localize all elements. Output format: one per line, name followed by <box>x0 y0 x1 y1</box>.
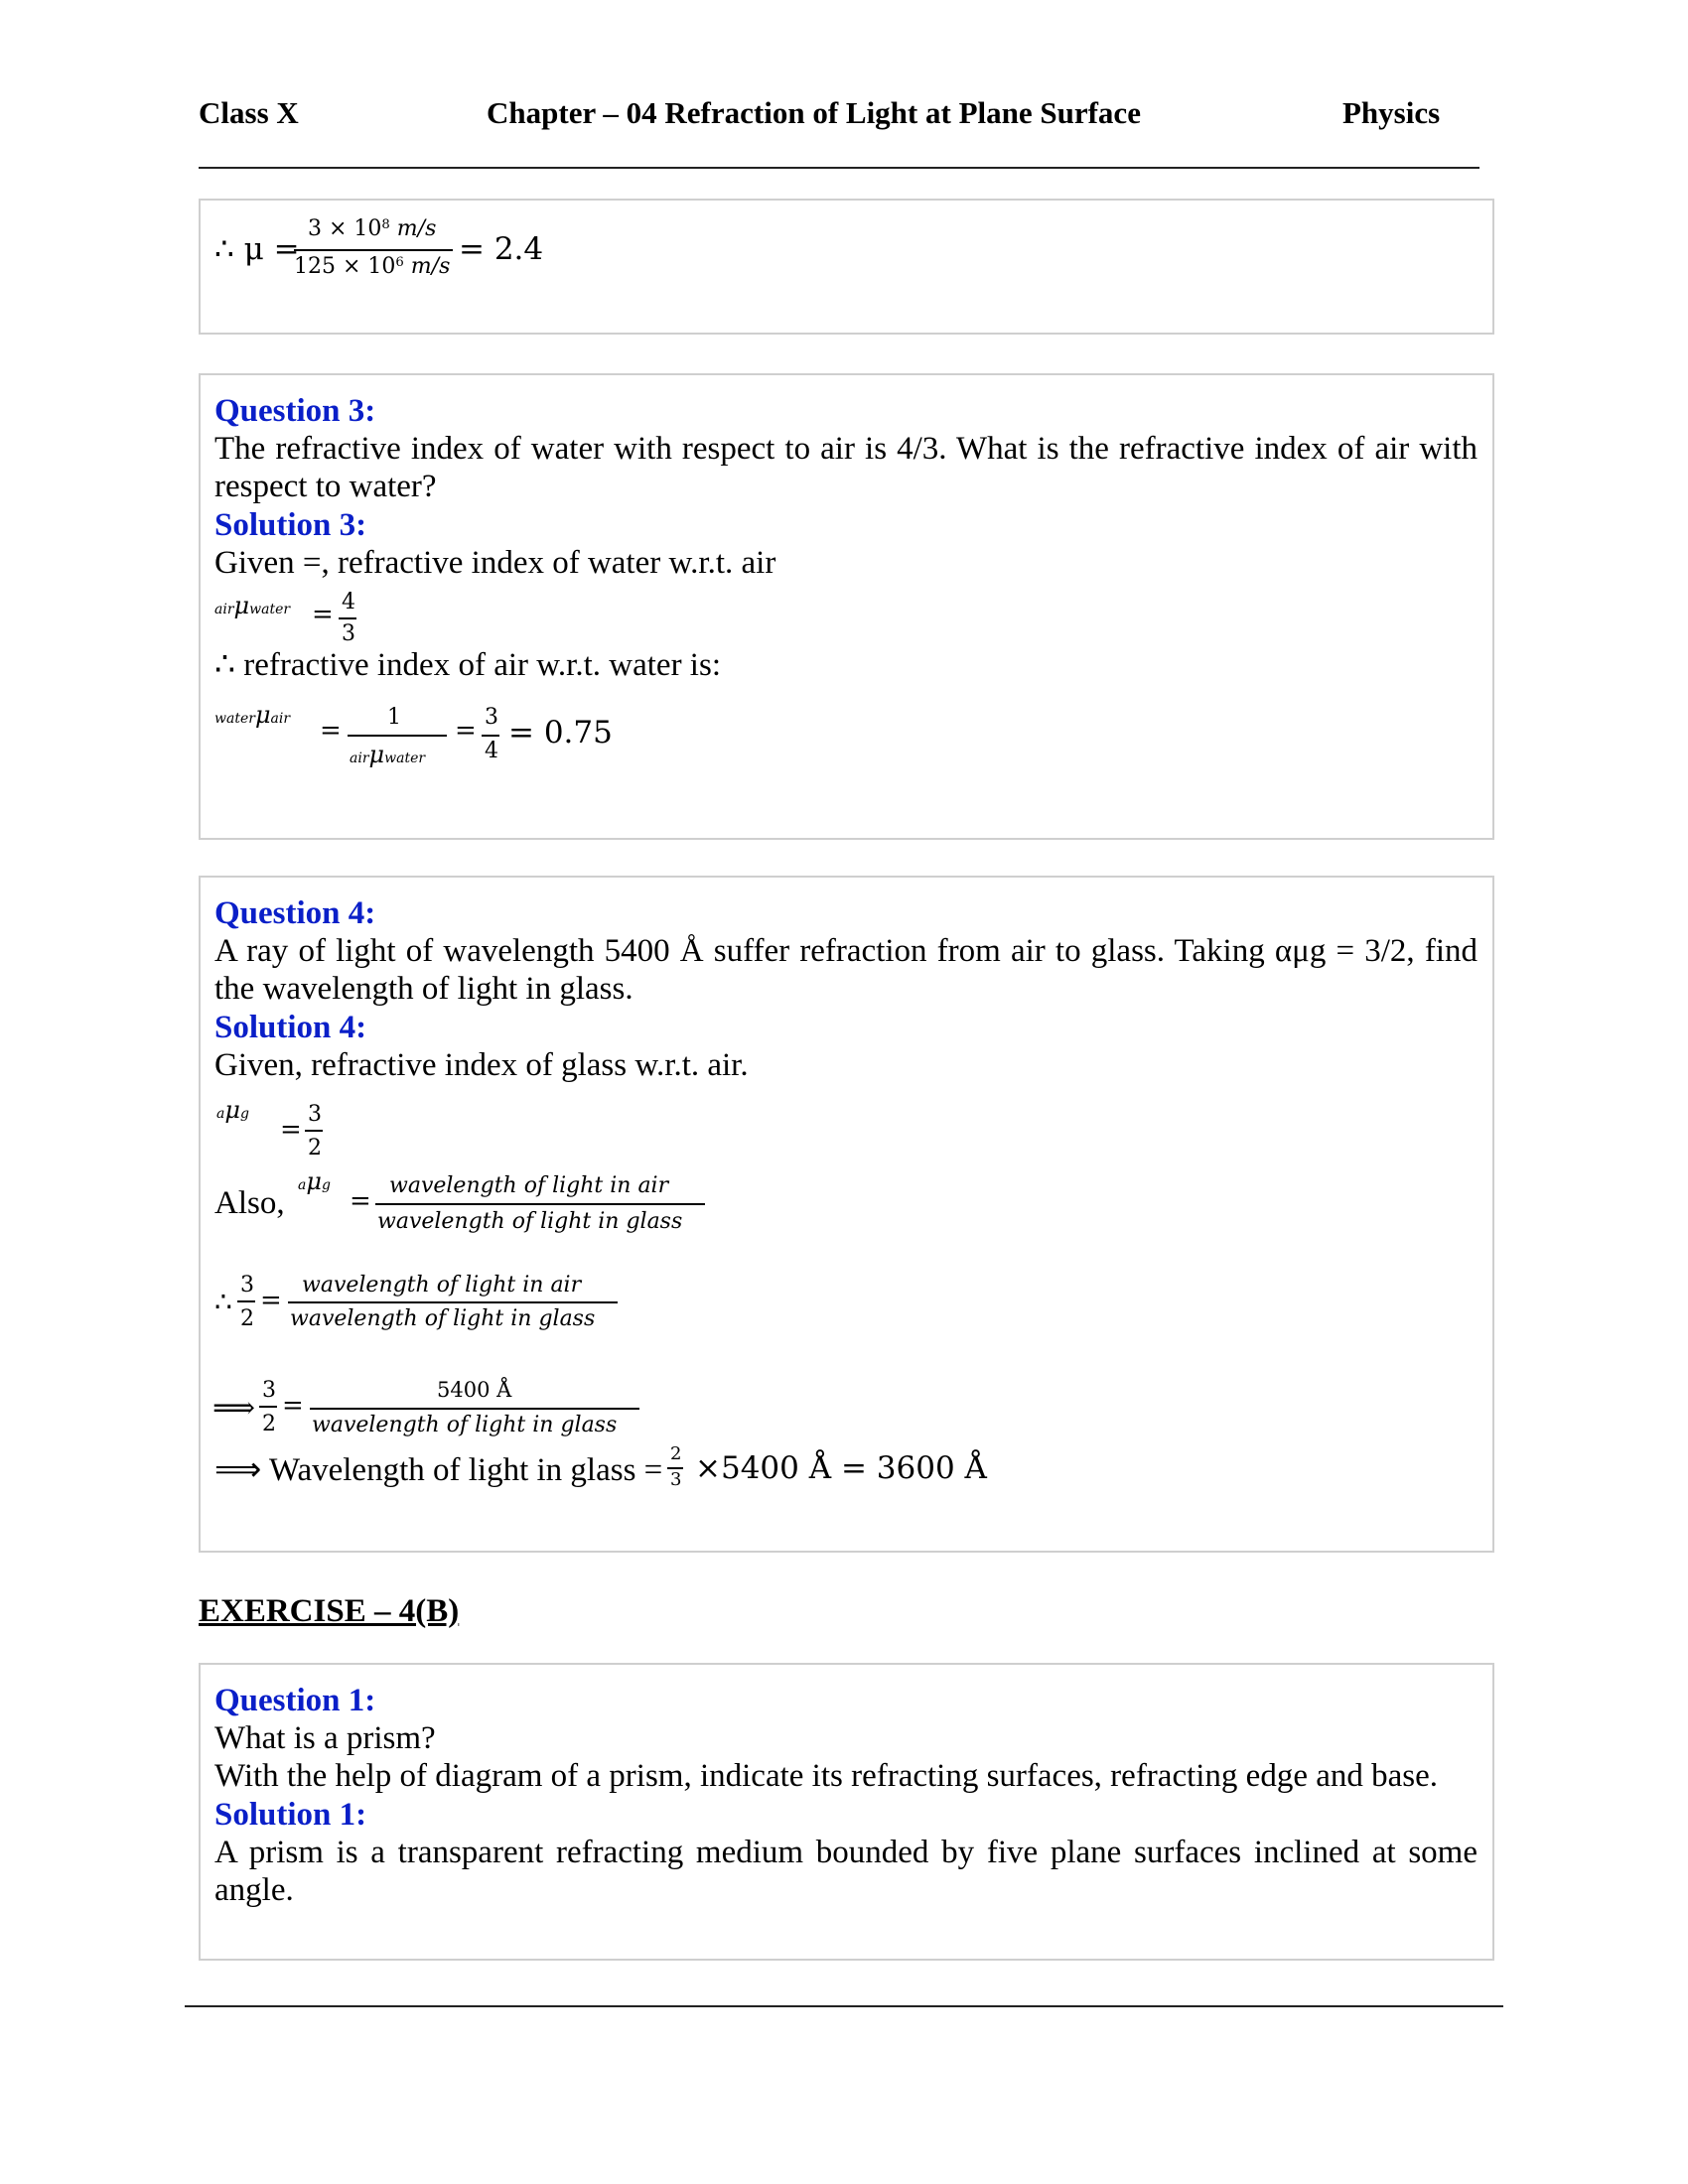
wl-glass-1: wavelength of light in glass <box>377 1209 683 1234</box>
fraction-numerator: $3 \times 10^8$ m/s <box>308 216 437 241</box>
final-wavelength-text: ⟹ Wavelength of light in glass = <box>214 1452 663 1488</box>
question-3-label: Question 3: <box>214 393 376 429</box>
mu-air-water-den: airμwater <box>350 741 426 768</box>
frac-bar-3-2-b <box>237 1300 255 1302</box>
question-4-text-line1: A ray of light of wavelength 5400 Å suffer refraction from air to glass. Taking αμg = 3/2, find <box>214 933 1477 969</box>
wl-air-1: wavelength of light in air <box>389 1173 669 1198</box>
frac-3-num: 3 <box>485 705 498 730</box>
frac-3-over-2-den: 2 <box>308 1136 322 1160</box>
header-class: Class X <box>199 95 299 130</box>
ex-question-1-label: Question 1: <box>214 1683 376 1718</box>
wl-glass-2: wavelength of light in glass <box>290 1306 596 1331</box>
mu-therefore: ∴ μ = <box>214 231 300 267</box>
solution-3-given: Given =, refractive index of water w.r.t. air <box>214 545 776 581</box>
mu-water-air-symbol: waterμair <box>214 701 291 729</box>
question-4-label: Question 4: <box>214 895 376 931</box>
frac-bar-3-4 <box>482 735 499 737</box>
mu-result: = 2.4 <box>459 231 544 267</box>
therefore-sign: ∴ <box>214 1286 232 1318</box>
footer-rule <box>185 2005 1503 2007</box>
question-3-text-line2: respect to water? <box>214 469 437 504</box>
question-4-text-line2: the wavelength of light in glass. <box>214 971 633 1007</box>
frac-3-over-2-den-b: 2 <box>240 1306 254 1331</box>
eq-sign-1: = <box>312 600 334 629</box>
frac-bar-wl-2 <box>288 1301 618 1303</box>
eq-sign-3: = <box>455 716 477 746</box>
ex-question-1-line2: With the help of diagram of a prism, indicate its refracting surfaces, refracting edge and base. <box>214 1758 1439 1794</box>
solution-3-therefore: ∴ refractive index of air w.r.t. water is: <box>214 647 721 683</box>
wl-glass-3: wavelength of light in glass <box>312 1413 618 1437</box>
mu-air-water-symbol: airμwater <box>214 592 291 619</box>
frac-3-over-2-num-b: 3 <box>240 1273 254 1297</box>
fraction-denominator: $125 \times 10^6$ m/s <box>294 254 451 279</box>
final-result: ×5400 Å = 3600 Å <box>695 1450 987 1486</box>
solution-3-label: Solution 3: <box>214 507 367 543</box>
wl-value: 5400 Å <box>437 1378 512 1402</box>
mu-ag-symbol-1: aμg <box>216 1096 249 1124</box>
frac-one: 1 <box>387 705 401 730</box>
implies-sign-1: ⟹ <box>212 1391 256 1426</box>
fraction-bar <box>294 249 453 251</box>
result-075: = 0.75 <box>508 715 613 751</box>
frac-bar-4-3 <box>339 617 356 619</box>
final-frac-den: 3 <box>670 1469 682 1490</box>
frac-bar-3-2 <box>305 1130 323 1132</box>
header-chapter: Chapter – 04 Refraction of Light at Plane Surface <box>487 95 1141 130</box>
final-frac-num: 2 <box>670 1443 682 1464</box>
mu-ag-symbol-2: aμg <box>298 1167 331 1195</box>
frac-bar-wl-3 <box>310 1408 639 1410</box>
solution-4-also: Also, <box>214 1185 285 1221</box>
exercise-heading: EXERCISE – 4(B) <box>199 1593 460 1629</box>
frac-bar-3-2-c <box>259 1406 277 1408</box>
ex-solution-1-line2: angle. <box>214 1872 294 1908</box>
eq-sign-4: = <box>280 1115 302 1145</box>
solution-4-given: Given, refractive index of glass w.r.t. air. <box>214 1047 749 1083</box>
ex-question-1-line1: What is a prism? <box>214 1720 436 1756</box>
frac-3-over-2-num: 3 <box>308 1102 322 1127</box>
frac-4-den: 4 <box>485 739 498 763</box>
header-rule <box>199 167 1479 169</box>
frac-bar-wl-1 <box>375 1203 705 1205</box>
eq-sign-5: = <box>350 1186 371 1216</box>
eq-sign-6: = <box>260 1286 282 1315</box>
ex-solution-1-label: Solution 1: <box>214 1797 367 1833</box>
exercise-question-1-box <box>199 1663 1494 1961</box>
frac-3-over-2-num-c: 3 <box>262 1378 276 1403</box>
ex-solution-1-line1: A prism is a transparent refracting medium bounded by five plane surfaces inclined at some <box>214 1835 1477 1870</box>
wl-air-2: wavelength of light in air <box>302 1273 582 1297</box>
frac-4: 4 <box>342 590 355 614</box>
eq-sign-2: = <box>320 716 342 746</box>
eq-sign-7: = <box>282 1391 304 1421</box>
frac-3-over-2-den-c: 2 <box>262 1412 276 1436</box>
question-3-text-line1: The refractive index of water with respect to air is 4/3. What is the refractive index of air with <box>214 431 1477 467</box>
frac-bar-1 <box>348 735 447 737</box>
solution-4-label: Solution 4: <box>214 1010 367 1045</box>
header-subject: Physics <box>1342 95 1441 130</box>
frac-3: 3 <box>342 621 355 646</box>
